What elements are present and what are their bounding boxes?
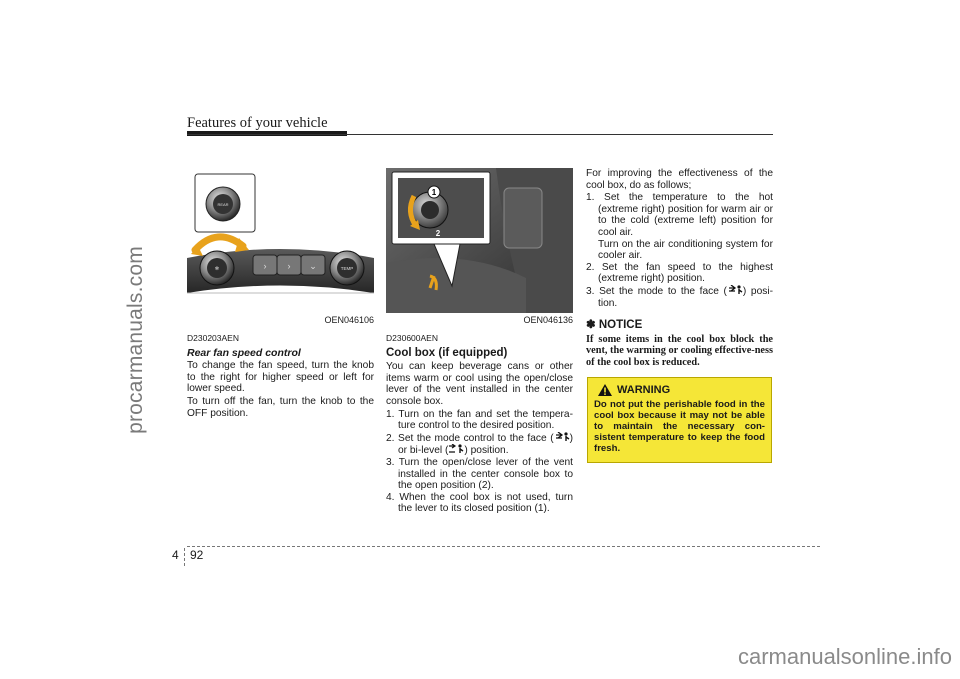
warning-box bbox=[587, 377, 772, 463]
cool-box-heading: Cool box (if equipped) bbox=[386, 346, 508, 359]
rear-fan-paragraph-2: To turn off the fan, turn the knob to the OFF position. bbox=[187, 395, 374, 419]
left-column bbox=[187, 168, 374, 420]
step-3-text-a: 3. Set the mode to the face ( bbox=[586, 285, 727, 297]
step-2-text-b: ) or bi-level ( bbox=[398, 432, 573, 457]
temp-knob-label: TEMP bbox=[340, 266, 354, 271]
svg-text:›: › bbox=[263, 261, 267, 271]
effectiveness-step-2: 2. Set the fan speed to the highest (extreme right) position. bbox=[586, 261, 773, 285]
effectiveness-step-1: 1. Set the temperature to the hot (extreme right) position for warm air or to the cold (extreme left) position for cool air. bbox=[586, 192, 773, 238]
chapter-number: 4 bbox=[172, 548, 179, 562]
step-3-text-b: ) posi-tion. bbox=[598, 285, 773, 309]
cool-box-step-1: 1. Turn on the fan and set the tempera-ture control to the desired position. bbox=[386, 408, 573, 432]
step-2-text-a: 2. Set the mode control to the face ( bbox=[386, 432, 554, 444]
figure-code-middle: OEN046136 bbox=[523, 315, 573, 325]
cool-box-illustration bbox=[386, 168, 573, 313]
watermark-side: procarmanuals.com bbox=[124, 246, 147, 434]
cool-box-figure bbox=[386, 168, 573, 313]
svg-text:⌄: ⌄ bbox=[309, 261, 317, 271]
face-mode-icon bbox=[727, 285, 743, 295]
bi-level-mode-icon bbox=[448, 444, 464, 454]
rear-fan-control-figure bbox=[187, 168, 374, 313]
rear-climate-panel-illustration bbox=[187, 168, 374, 313]
watermark-bottom: carmanualsonline.info bbox=[737, 644, 952, 669]
page-section-title: Features of your vehicle bbox=[187, 115, 328, 131]
rear-fan-subheading: Rear fan speed control bbox=[187, 346, 301, 359]
cool-box-step-2 bbox=[386, 432, 573, 457]
middle-column bbox=[386, 168, 573, 515]
right-column bbox=[586, 168, 773, 368]
cool-box-intro: You can keep beverage cans or other items warm or cool using the open/close lever of the vent installed in the center console box. bbox=[386, 361, 573, 407]
header-rule bbox=[187, 134, 773, 135]
page-number: 92 bbox=[190, 548, 204, 562]
warning-triangle-icon bbox=[598, 384, 612, 396]
effectiveness-step-3 bbox=[586, 285, 773, 309]
notice-title: ✽ NOTICE bbox=[586, 319, 643, 332]
warning-title: WARNING bbox=[617, 384, 671, 396]
section-code-cool-box: D230600AEN bbox=[386, 333, 438, 343]
cool-box-step-3: 3. Turn the open/close lever of the vent installed in the center console box to the open position (2). bbox=[386, 456, 573, 492]
rear-button-label: REAR bbox=[217, 202, 229, 207]
effectiveness-steps bbox=[586, 192, 773, 309]
notice-body: If some items in the cool box block the vent, the warming or cooling effective-ness of the cool box is reduced. bbox=[586, 333, 773, 368]
warning-header bbox=[598, 384, 765, 396]
figure-code-left: OEN046106 bbox=[324, 315, 374, 325]
step-2-text-c: ) position. bbox=[464, 445, 509, 457]
footer-rule bbox=[187, 546, 820, 547]
callout-1: 1 bbox=[431, 188, 437, 197]
cool-box-steps bbox=[386, 409, 573, 515]
section-code-rear-fan: D230203AEN bbox=[187, 333, 239, 343]
svg-text:›: › bbox=[287, 261, 291, 271]
rear-fan-paragraph-1: To change the fan speed, turn the knob to the right for higher speed or left for lower speed. bbox=[187, 360, 374, 395]
face-mode-icon bbox=[554, 432, 570, 442]
effectiveness-intro: For improving the effectiveness of the cool box, do as follows; bbox=[586, 168, 773, 191]
cool-box-step-4: 4. When the cool box is not used, turn the lever to its closed position (1). bbox=[386, 491, 573, 515]
footer-separator bbox=[184, 548, 185, 566]
warning-body: Do not put the perishable food in the cool box because it may not be able to maintain the necessary con-sistent temperature to keep the food fresh. bbox=[594, 399, 765, 454]
svg-text:✻: ✻ bbox=[214, 266, 220, 272]
callout-2: 2 bbox=[435, 229, 441, 238]
effectiveness-step-1-sub: Turn on the air conditioning system for cooler air. bbox=[598, 238, 773, 262]
